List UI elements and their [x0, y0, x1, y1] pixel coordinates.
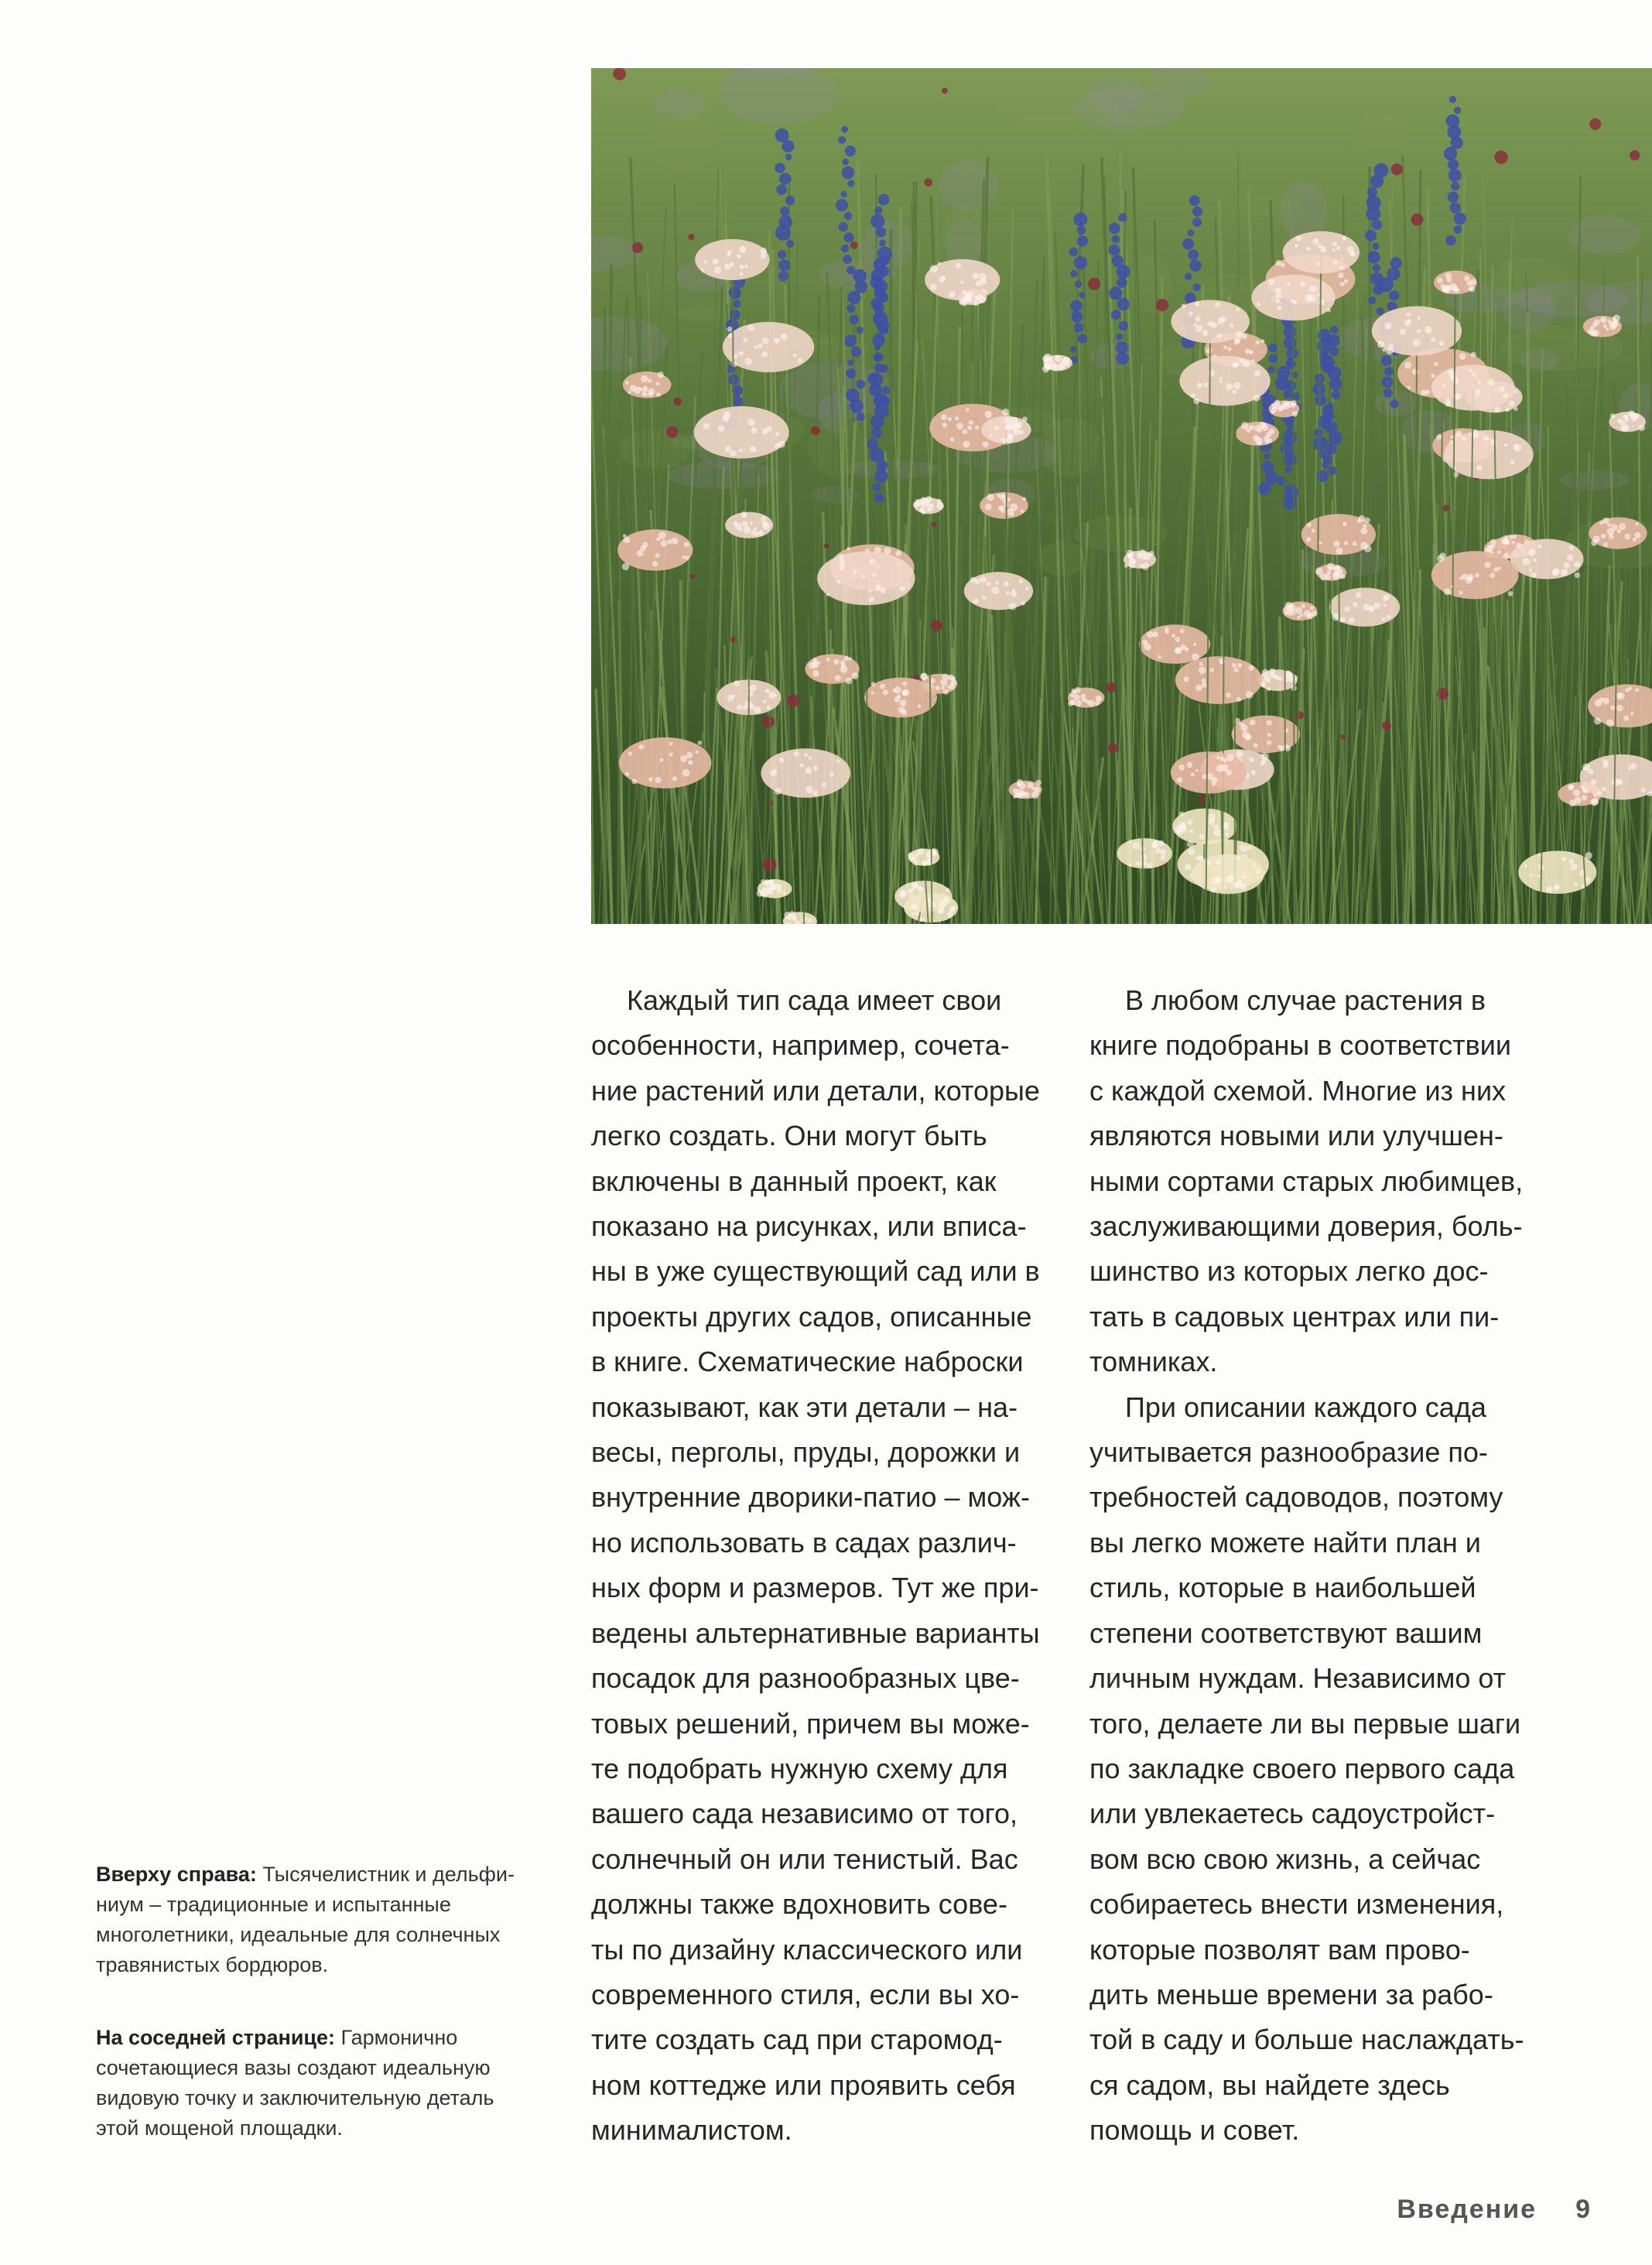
text-line: учитывается разнообразие по- [1089, 1436, 1488, 1469]
text-line: солнечный он или тенистый. Вас [591, 1842, 1018, 1875]
body-paragraph [591, 978, 1048, 2154]
text-line: но использовать в садах различ- [591, 1526, 1017, 1558]
text-line: особенности, например, сочета- [591, 1029, 1010, 1062]
text-line: которые позволят вам прово- [1089, 1933, 1470, 1966]
text-line: ты по дизайну классического или [591, 1933, 1023, 1966]
body-column-right [1089, 978, 1542, 2154]
text-line: являются новыми или улучшен- [1089, 1120, 1503, 1152]
text-line: заслуживающими доверия, боль- [1089, 1210, 1523, 1243]
caption-lead: На соседней странице: [96, 2026, 336, 2049]
text-line: легко создать. Они могут быть [591, 1120, 987, 1152]
text-line: или увлекаетесь садоустройст- [1089, 1798, 1496, 1830]
caption-line: этой мощеной площадки. [96, 2116, 343, 2140]
text-line: те подобрать нужную схему для [591, 1752, 1008, 1784]
text-line: вы легко можете найти план и [1089, 1526, 1481, 1558]
text-line: внутренние дворики-патио – мож- [591, 1481, 1030, 1514]
text-line: помощь и совет. [1089, 2114, 1300, 2147]
text-line: посадок для разнообразных цве- [591, 1662, 1020, 1695]
body-paragraph [1089, 978, 1542, 1385]
text-line: вом всю свою жизнь, а сейчас [1089, 1842, 1481, 1875]
text-line: товых решений, причем вы може- [591, 1707, 1030, 1740]
text-line: показано на рисунках, или вписа- [591, 1210, 1027, 1243]
caption-line: сочетающиеся вазы создают идеальную [96, 2056, 491, 2079]
text-line: степени соответствуют вашим [1089, 1617, 1483, 1649]
text-line: показывают, как эти детали – на- [591, 1391, 1018, 1423]
body-column-left [591, 978, 1048, 2154]
caption-line: ниум – традиционные и испытанные [96, 1893, 451, 1916]
text-line: Каждый тип сада имеет свои [627, 984, 1002, 1016]
text-line: тать в садовых центрах или пи- [1089, 1300, 1500, 1333]
text-line: проекты других садов, описанные [591, 1300, 1032, 1333]
text-line: ние растений или детали, которые [591, 1074, 1040, 1107]
text-line: При описании каждого сада [1125, 1391, 1486, 1423]
text-line: должны также вдохновить сове- [591, 1888, 1007, 1921]
flower-meadow-photo [591, 68, 1652, 924]
text-line: ся садом, вы найдете здесь [1089, 2068, 1450, 2101]
page-footer [1397, 2195, 1590, 2225]
text-line: той в саду и больше наслаждать- [1089, 2024, 1524, 2056]
text-line: весы, перголы, пруды, дорожки и [591, 1436, 1021, 1469]
text-line: книге подобраны в соответствии [1089, 1029, 1512, 1062]
page-number: 9 [1575, 2195, 1590, 2224]
text-line: того, делаете ли вы первые шаги [1089, 1707, 1521, 1740]
text-line: ны в уже существующий сад или в [591, 1255, 1040, 1288]
text-line: в книге. Схематические наброски [591, 1346, 1024, 1378]
caption-lead: Вверху справа: [96, 1863, 257, 1886]
caption-line: травянистых бордюров. [96, 1953, 329, 1976]
caption-line: многолетники, идеальные для солнечных [96, 1923, 501, 1946]
text-line: по закладке своего первого сада [1089, 1752, 1515, 1784]
body-paragraph [1089, 1385, 1542, 2154]
caption-facing-page [96, 2023, 529, 2144]
text-line: ными сортами старых любимцев, [1089, 1165, 1524, 1197]
text-line: собираетесь внести изменения, [1089, 1888, 1504, 1921]
text-line: стиль, которые в наибольшей [1089, 1572, 1476, 1604]
text-line: ном коттедже или проявить себя [591, 2068, 1016, 2101]
text-line: включены в данный проект, как [591, 1165, 997, 1197]
caption-top-right [96, 1860, 529, 1980]
text-line: тите создать сад при старомод- [591, 2024, 1003, 2056]
caption-line: Тысячелистник и дельфи- [262, 1863, 515, 1886]
section-title: Введение [1397, 2195, 1537, 2224]
text-line: современного стиля, если вы хо- [591, 1978, 1020, 2010]
photo-illustration [591, 68, 1652, 924]
text-line: ных форм и размеров. Тут же при- [591, 1572, 1039, 1604]
text-line: В любом случае растения в [1125, 984, 1486, 1016]
text-line: дить меньше времени за рабо- [1089, 1978, 1493, 2010]
caption-line: Гармонично [340, 2026, 458, 2049]
text-line: томниках. [1089, 1346, 1218, 1378]
text-line: требностей садоводов, поэтому [1089, 1481, 1503, 1514]
text-line: личным нуждам. Независимо от [1089, 1662, 1507, 1695]
text-line: ведены альтернативные варианты [591, 1617, 1040, 1649]
caption-line: видовую точку и заключительную деталь [96, 2086, 494, 2109]
text-line: минималистом. [591, 2114, 792, 2147]
text-line: шинство из которых легко дос- [1089, 1255, 1489, 1288]
text-line: с каждой схемой. Многие из них [1089, 1074, 1507, 1107]
text-line: вашего сада независимо от того, [591, 1798, 1018, 1830]
